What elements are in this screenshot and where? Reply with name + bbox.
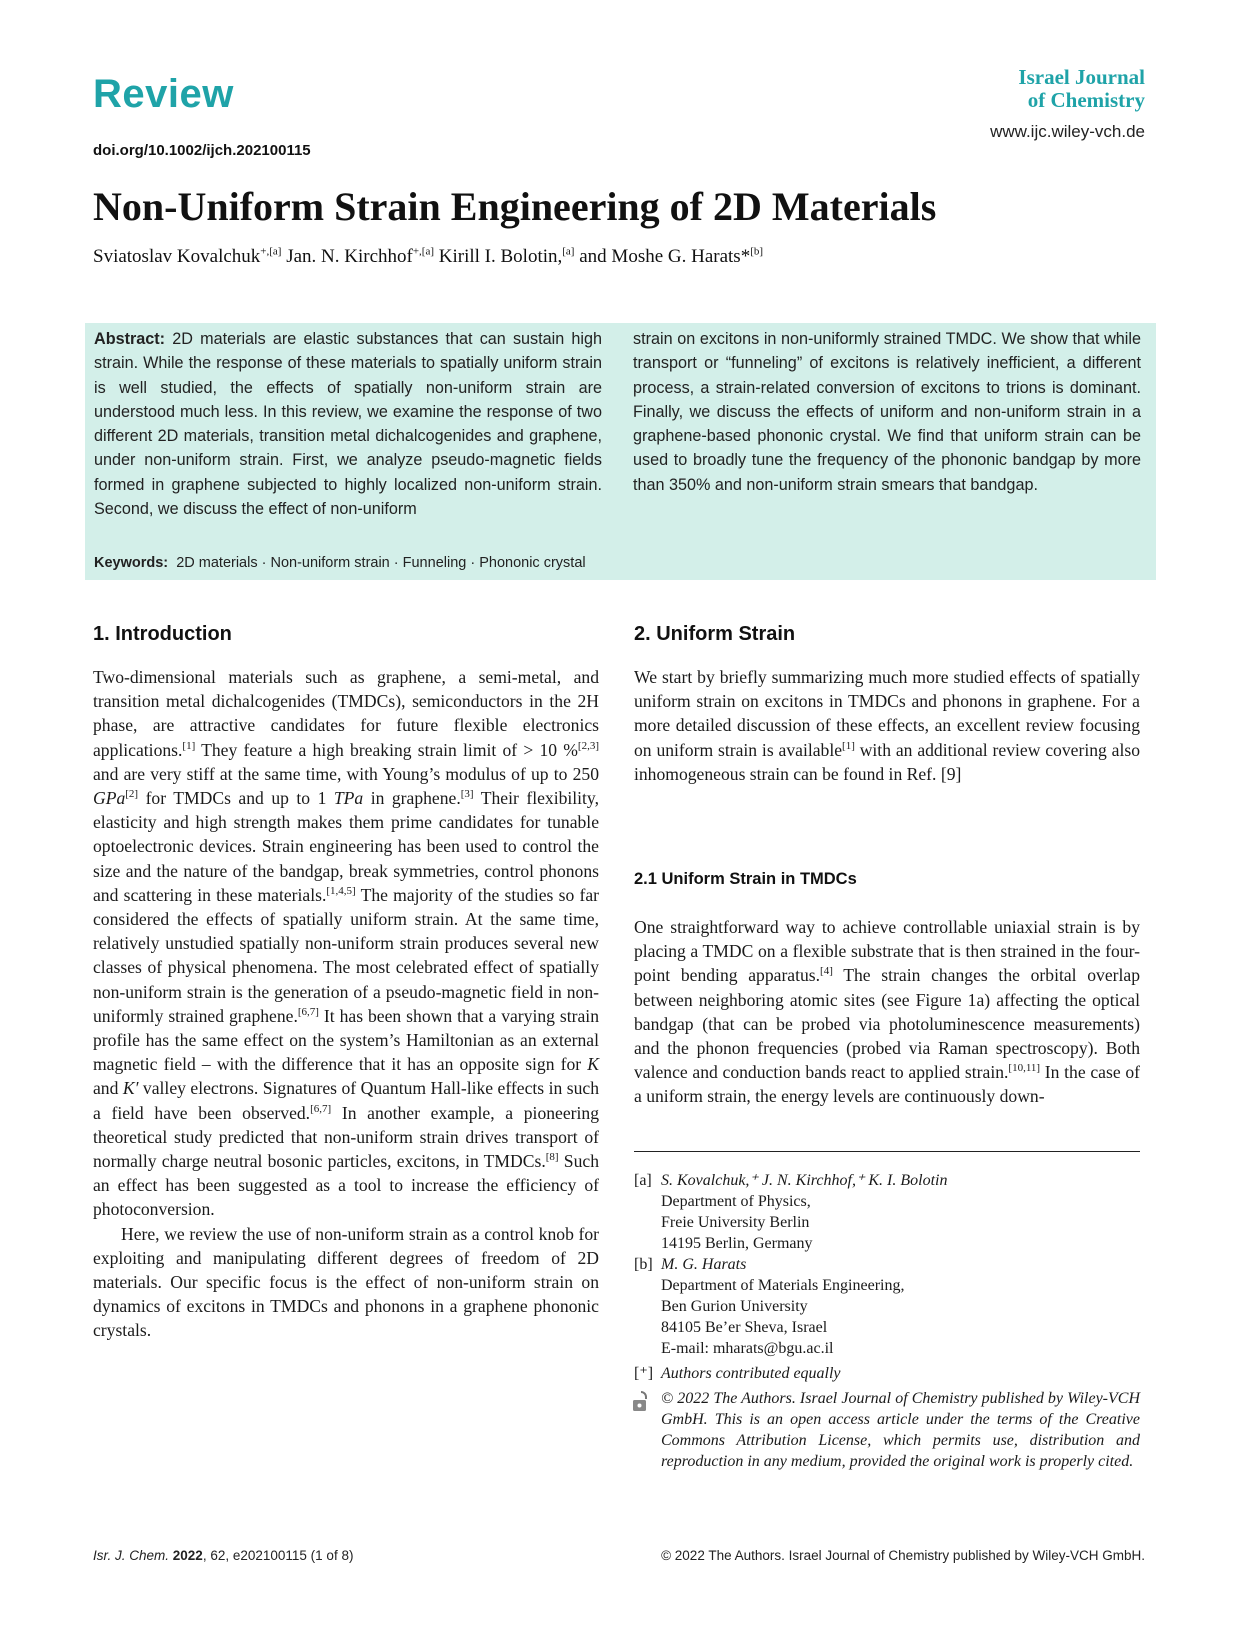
section-heading-uniform-strain: 2. Uniform Strain xyxy=(634,623,796,645)
affiliation-line: Department of Physics, xyxy=(661,1193,811,1210)
abstract-right-column xyxy=(633,327,1141,497)
abstract-left-column xyxy=(94,327,602,521)
keyword-separator: · xyxy=(466,555,480,571)
affiliation-line: Ben Gurion University xyxy=(661,1298,808,1315)
citation[interactable]: [6,7] xyxy=(297,1005,319,1018)
license-text: © 2022 The Authors. Israel Journal of Chemistry published by Wiley-VCH GmbH. This is an open access article under the terms of the Creative Commons Attribution License, which permits use, distribution and reproduction in any medium, provided the original work is properly cited. xyxy=(661,1390,1140,1470)
affiliation-line: Department of Materials Engineering, xyxy=(661,1277,905,1294)
journal-name-line1: Israel Journal xyxy=(1018,65,1145,89)
equal-contribution-text: Authors contributed equally xyxy=(661,1365,841,1382)
keyword-item: 2D materials xyxy=(176,555,258,571)
affiliation-a xyxy=(634,1170,1140,1254)
journal-name xyxy=(1018,66,1145,112)
abstract-label: Abstract: xyxy=(94,330,166,348)
footer-volume: , 62, e202100115 (1 of 8) xyxy=(202,1548,354,1563)
citation[interactable]: [1,4,5] xyxy=(326,884,356,897)
keyword-item: Phononic crystal xyxy=(479,555,586,571)
author-name: Kirill I. Bolotin, xyxy=(438,246,563,267)
introduction-body xyxy=(93,665,599,1343)
introduction-paragraph-1: Two-dimensional materials such as graphene, a semi-metal, and transition metal dichalcogenides (TMDCs), semiconductors in the 2H phase, are attractive candidates for future flexible electronics applications.[1] They feature a high breaking strain limit of > 10 %[2,3] and are very stiff at the same time, with Young’s modulus of up to 250 GPa[2] for TMDCs and up to 1 TPa in graphene.[3] Their flexibility, elasticity and high strength makes them prime candidates for tunable optoelectronic devices. Strain engineering has been used to control the size and the nature of the bandgap, break symmetries, control phonons and scattering in these materials.[1,4,5] The majority of the studies so far considered the effects of spatially uniform strain. At the same time, relatively unstudied spatially non-uniform strain produces several new classes of physical phenomena. The most celebrated effect of spatially non-uniform strain is the generation of a pseudo-magnetic field in non-uniformly strained graphene.[6,7] It has been shown that a varying strain profile has the same effect on the system’s Hamiltonian as an external magnetic field – with the difference that it has an opposite sign for K and K′ valley electrons. Signatures of Quantum Hall-like effects in such a field have been observed.[6,7] In another example, a pioneering theoretical study predicted that non-uniform strain drives transport of normally charge neutral bosonic particles, excitons, in TMDCs.[8] Such an effect has been suggested as a tool to increase the efficiency of photoconversion. xyxy=(93,667,599,1220)
footer-copyright: © 2022 The Authors. Israel Journal of Chemistry published by Wiley-VCH GmbH. xyxy=(661,1548,1145,1563)
uniform-strain-paragraph-1: We start by briefly summarizing much more studied effects of spatially uniform strain on excitons in TMDCs and phonons in graphene. For a more detailed discussion of these effects, an excellent review focusing on uniform strain is available[1] with an additional review covering also inhomogeneous strain can be found in Ref. [9] xyxy=(634,667,1140,784)
footer-year: 2022 xyxy=(172,1548,203,1563)
author-name: Sviatoslav Kovalchuk xyxy=(93,246,261,267)
affiliations xyxy=(634,1170,1140,1472)
author-affiliation-mark: +,[a] xyxy=(260,245,282,258)
citation[interactable]: [10,11] xyxy=(1008,1062,1041,1075)
journal-url[interactable]: www.ijc.wiley-vch.de xyxy=(990,122,1145,141)
citation[interactable]: [2,3] xyxy=(577,739,599,752)
citation[interactable]: [4] xyxy=(820,965,833,978)
footer-citation xyxy=(93,1548,353,1563)
equal-contribution-note xyxy=(634,1363,1140,1384)
author-list xyxy=(93,246,763,268)
footer-journal-abbrev: Isr. J. Chem. xyxy=(93,1548,170,1563)
uniform-strain-paragraph-2: One straightforward way to achieve controllable uniaxial strain is by placing a TMDC on a flexible substrate that is then strained in the four-point bending apparatus.[4] The strain changes the orbital overlap between neighboring atomic sites (see Figure 1a) affecting the optical bandgap (that can be probed via photoluminescence measurements) and the phonon frequencies (probed via Raman spectroscopy). Both valence and conduction bands react to applied strain.[10,11] In the case of a uniform strain, the energy levels are continuously down- xyxy=(634,917,1140,1107)
author-affiliation-mark: [a] xyxy=(562,245,575,258)
affiliation-tag: [a] xyxy=(634,1172,652,1189)
license-note xyxy=(634,1388,1140,1472)
affiliation-line: 14195 Berlin, Germany xyxy=(661,1235,813,1252)
citation[interactable]: [1] xyxy=(842,739,855,752)
keyword-separator: · xyxy=(257,555,271,571)
keyword-item: Non-uniform strain xyxy=(270,555,390,571)
journal-name-line2: of Chemistry xyxy=(1027,88,1145,112)
keywords-label: Keywords: xyxy=(94,555,169,571)
author-joiner: and xyxy=(574,246,612,267)
author-affiliation-mark: [b] xyxy=(750,245,764,258)
citation[interactable]: [3] xyxy=(460,788,474,801)
corresponding-email[interactable]: E-mail: mharats@bgu.ac.il xyxy=(661,1340,834,1357)
author-affiliation-mark: +,[a] xyxy=(412,245,435,258)
doi-link[interactable]: doi.org/10.1002/ijch.202100115 xyxy=(93,142,311,159)
keywords xyxy=(94,555,586,571)
affiliation-b xyxy=(634,1254,1140,1359)
author-name: Jan. N. Kirchhof xyxy=(286,246,413,267)
keyword-separator: · xyxy=(389,555,403,571)
section-heading-introduction: 1. Introduction xyxy=(93,623,232,645)
affiliation-names: S. Kovalchuk,⁺ J. N. Kirchhof,⁺ K. I. Bolotin xyxy=(661,1172,948,1189)
section-label: Review xyxy=(93,72,234,116)
affiliation-names: M. G. Harats xyxy=(661,1256,747,1273)
abstract-text-left: 2D materials are elastic substances that can sustain high strain. While the response of these materials to spatially uniform strain is well studied, the effects of spatially non-uniform strain are understood much less. In this review, we examine the response of two different 2D materials, transition metal dichalcogenides and graphene, under non-uniform strain. First, we analyze pseudo-magnetic fields formed in graphene subjected to highly localized non-uniform strain. Second, we discuss the effect of non-uniform xyxy=(94,330,603,519)
keyword-item: Funneling xyxy=(402,555,467,571)
affiliation-tag: [b] xyxy=(634,1256,653,1273)
citation[interactable]: [2] xyxy=(125,788,139,801)
citation[interactable]: [6,7] xyxy=(310,1102,332,1115)
citation[interactable]: [1] xyxy=(182,739,196,752)
introduction-paragraph-2: Here, we review the use of non-uniform strain as a control knob for exploiting and manipulating different degrees of freedom of 2D materials. Our specific focus is the effect of non-uniform strain on dynamics of excitons in TMDCs and phonons in a graphene phononic crystals. xyxy=(93,1223,599,1341)
article-title: Non-Uniform Strain Engineering of 2D Materials xyxy=(93,184,937,229)
footnote-divider xyxy=(634,1151,1140,1152)
affiliation-tag: [⁺] xyxy=(634,1365,654,1382)
open-access-lock-icon xyxy=(632,1390,650,1412)
affiliation-line: Freie University Berlin xyxy=(661,1214,810,1231)
citation[interactable]: [8] xyxy=(545,1151,559,1164)
subsection-heading-tmdc: 2.1 Uniform Strain in TMDCs xyxy=(634,870,857,888)
abstract-text-right: strain on excitons in non-uniformly strained TMDC. We show that while transport or “funneling” of excitons is relatively inefficient, a different process, a strain-related conversion of excitons to trions is dominant. Finally, we discuss the effects of uniform and non-uniform strain in a graphene-based phononic crystal. We find that uniform strain can be used to broadly tune the frequency of the phononic bandgap by more than 350% and non-uniform strain smears that bandgap. xyxy=(633,330,1141,494)
author-name: Moshe G. Harats* xyxy=(611,246,751,267)
affiliation-line: 84105 Be’er Sheva, Israel xyxy=(661,1319,828,1336)
